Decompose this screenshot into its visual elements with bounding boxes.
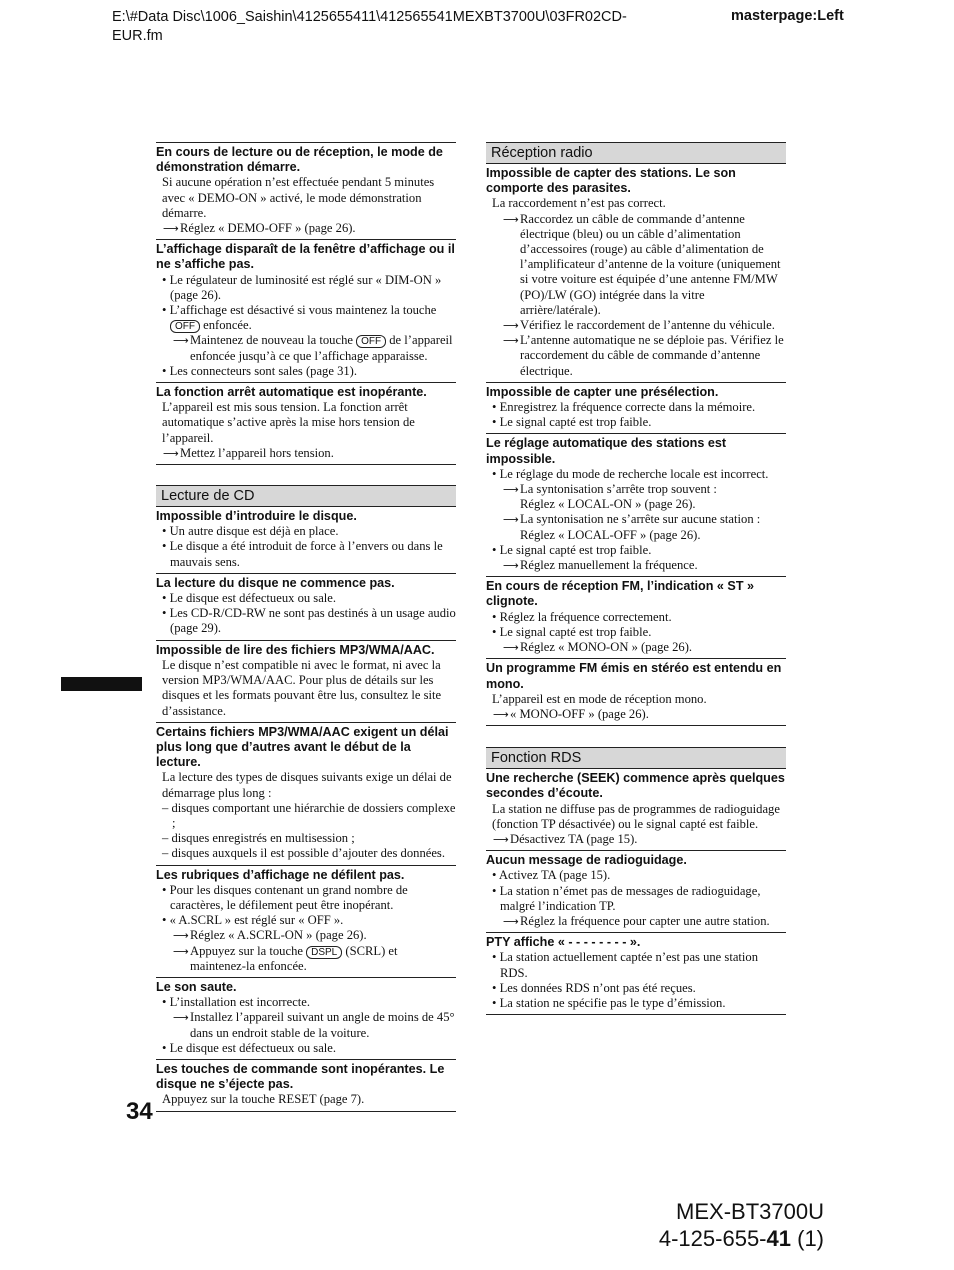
off-button-key-icon: OFF <box>170 320 200 333</box>
delay-entry <box>156 722 456 865</box>
bullet-item: • « A.SCRL » est réglé sur « OFF ». <box>162 913 344 928</box>
display-entry <box>156 239 456 382</box>
question: Impossible d’introduire le disque. <box>156 509 357 524</box>
right-arrow-icon: ⟶ <box>503 334 519 348</box>
bullet-item: • La station actuellement captée n’est pas une station RDS. <box>492 950 759 980</box>
section-tab-marker <box>61 677 142 691</box>
paragraph: L’appareil est en mode de réception mono. <box>492 691 707 706</box>
preset-entry <box>486 382 786 434</box>
solution: ⟶La syntonisation ne s’arrête sur aucune station : <box>503 512 761 527</box>
section-gap <box>156 464 456 485</box>
solution: ⟶Désactivez TA (page 15). <box>493 831 638 846</box>
question: La fonction arrêt automatique est inopérante. <box>156 385 427 400</box>
bullet-item: • Le réglage du mode de recherche locale est incorrect. <box>492 466 769 481</box>
bullet-item: • Le disque a été introduit de force à l’envers ou dans le mauvais sens. <box>162 539 443 569</box>
solution: ⟶Réglez « A.SCRL-ON » (page 26). <box>173 928 367 943</box>
question: PTY affiche « - - - - - - - - ». <box>486 935 641 950</box>
right-arrow-icon: ⟶ <box>503 914 519 928</box>
bullet-item: • Les connecteurs sont sales (page 31). <box>162 363 358 378</box>
solution: ⟶Réglez manuellement la fréquence. <box>503 558 698 573</box>
section-title-cd: Lecture de CD <box>156 485 456 507</box>
bullet-item: • Le disque est défectueux ou sale. <box>162 591 337 606</box>
right-arrow-icon: ⟶ <box>503 212 519 226</box>
dash-item: – disques comportant une hiérarchie de dossiers complexe ; <box>162 800 456 830</box>
solution: ⟶Raccordez un câble de commande d’antenne électrique (bleu) ou un câble d’alimentation d’accessoires (rouge) au câble d’alimentation de l’amplificateur d’antenne de la voiture (uniquement si votre voiture est équipée d’une antenne FM/MW (PO)/LW (GO) intégrée dans la vitre arrière/latérale). <box>503 211 781 317</box>
section-title-radio: Réception radio <box>486 142 786 164</box>
solution: ⟶Appuyez sur la touche DSPL (SCRL) et maintenez-la enfoncée. <box>173 943 398 973</box>
question: En cours de réception FM, l’indication « ST » clignote. <box>486 579 755 609</box>
bullet-item: • Le signal capté est trop faible. <box>492 542 652 557</box>
masterpage-label: masterpage:Left <box>731 8 844 24</box>
right-column <box>486 142 786 1015</box>
question: Certains fichiers MP3/WMA/AAC exigent un délai plus long que d’autres avant le début de la lecture. <box>156 724 449 770</box>
left-column <box>156 142 456 1112</box>
dspl-button-key-icon: DSPL <box>306 946 342 959</box>
bullet-item: • L’affichage est désactivé si vous maintenez la touche OFF enfoncée. <box>162 303 437 333</box>
solution: ⟶Installez l’appareil suivant un angle de moins de 45° dans un endroit stable de la voiture. <box>173 1010 455 1040</box>
page-number: 34 <box>126 1098 153 1125</box>
mono-entry <box>486 658 786 726</box>
model-number <box>659 1198 824 1252</box>
bullet-item: • La station ne spécifie pas le type d’émission. <box>492 995 726 1010</box>
question: Les rubriques d’affichage ne défilent pas. <box>156 867 405 882</box>
mp3-entry <box>156 640 456 722</box>
solution: ⟶« MONO-OFF » (page 26). <box>493 706 649 721</box>
question: En cours de lecture ou de réception, le mode de démonstration démarre. <box>156 145 443 175</box>
file-path: E:\#Data Disc\1006_Saishin\4125655411\412565541MEXBT3700U\03FR02CD-EUR.fm <box>112 9 627 44</box>
solution: ⟶Réglez « DEMO-OFF » (page 26). <box>163 221 356 236</box>
bullet-item: • La station n’émet pas de messages de radioguidage, malgré l’indication TP. <box>492 883 761 913</box>
bullet-item: • Le régulateur de luminosité est réglé sur « DIM-ON » (page 26). <box>162 272 442 302</box>
pty-entry <box>486 932 786 1015</box>
bullet-item: • Un autre disque est déjà en place. <box>162 524 339 539</box>
bullet-item: • Le disque est défectueux ou sale. <box>162 1040 337 1055</box>
right-arrow-icon: ⟶ <box>493 707 509 721</box>
paragraph: La station ne diffuse pas de programmes de radioguidage (fonction TP désactivée) ou le signal capté est faible. <box>492 801 780 831</box>
solution: ⟶Mettez l’appareil hors tension. <box>163 445 334 460</box>
dash-item: – disques enregistrés en multisession ; <box>162 831 355 846</box>
question: Impossible de lire des fichiers MP3/WMA/AAC. <box>156 642 435 657</box>
insert-entry <box>156 507 456 573</box>
seek-entry <box>486 769 786 850</box>
paragraph: Si aucune opération n’est effectuée pendant 5 minutes avec « DEMO-ON » activé, le mode démonstration démarre. <box>162 175 435 220</box>
right-arrow-icon: ⟶ <box>503 483 519 497</box>
bullet-item: • Le signal capté est trop faible. <box>492 624 652 639</box>
paragraph: La raccordement n’est pas correct. <box>492 196 666 211</box>
bullet-item: • Réglez la fréquence correctement. <box>492 609 672 624</box>
part-number: 4-125-655-41 (1) <box>658 1226 824 1251</box>
demo-entry <box>156 142 456 239</box>
solution: ⟶Maintenez de nouveau la touche OFF de l’appareil enfoncée jusqu’à ce que l’affichage apparaisse. <box>173 333 453 363</box>
bullet-item: • Pour les disques contenant un grand nombre de caractères, le défilement peut être inopérant. <box>162 882 408 912</box>
sub-instruction: Réglez « LOCAL-ON » (page 26). <box>520 497 696 512</box>
right-arrow-icon: ⟶ <box>503 641 519 655</box>
question: La lecture du disque ne commence pas. <box>156 575 395 590</box>
solution: ⟶L’antenne automatique ne se déploie pas. Vérifiez le raccordement du câble de commande d’antenne électrique. <box>503 333 784 378</box>
right-arrow-icon: ⟶ <box>173 929 189 943</box>
bullet-item: • Activez TA (page 15). <box>492 868 611 883</box>
scroll-entry <box>156 865 456 977</box>
right-arrow-icon: ⟶ <box>503 319 519 333</box>
solution: ⟶Vérifiez le raccordement de l’antenne du véhicule. <box>503 318 775 333</box>
question: L’affichage disparaît de la fenêtre d’affichage ou il ne s’affiche pas. <box>156 242 455 272</box>
paragraph: Appuyez sur la touche RESET (page 7). <box>162 1092 365 1107</box>
model-name: MEX-BT3700U <box>676 1199 824 1224</box>
bullet-item: • Enregistrez la fréquence correcte dans la mémoire. <box>492 400 756 415</box>
right-arrow-icon: ⟶ <box>173 1011 189 1025</box>
right-arrow-icon: ⟶ <box>493 832 509 846</box>
question: Les touches de commande sont inopérantes. Le disque ne s’éjecte pas. <box>156 1061 445 1092</box>
autooff-entry <box>156 382 456 464</box>
right-arrow-icon: ⟶ <box>173 334 189 348</box>
bullet-item: • Les données RDS n’ont pas été reçues. <box>492 980 696 995</box>
section-title-rds: Fonction RDS <box>486 747 786 769</box>
right-arrow-icon: ⟶ <box>503 513 519 527</box>
question: Le son saute. <box>156 979 237 994</box>
question: Impossible de capter une présélection. <box>486 384 719 399</box>
right-arrow-icon: ⟶ <box>163 446 179 460</box>
buttons-entry <box>156 1059 456 1112</box>
off-button-key-icon: OFF <box>356 335 386 348</box>
nostation-entry <box>486 164 786 382</box>
bullet-item: • L’installation est incorrecte. <box>162 995 311 1010</box>
skip-entry <box>156 977 456 1059</box>
question: Impossible de capter des stations. Le son comporte des parasites. <box>486 166 736 196</box>
paragraph: L’appareil est mis sous tension. La fonction arrêt automatique s’active après la mise hors tension de l’appareil. <box>162 400 415 445</box>
sub-instruction: Réglez « LOCAL-OFF » (page 26). <box>520 527 701 542</box>
solution: ⟶Réglez « MONO-ON » (page 26). <box>503 640 693 655</box>
traffic-entry <box>486 850 786 932</box>
bullet-item: • Les CD-R/CD-RW ne sont pas destinés à un usage audio (page 29). <box>162 606 456 636</box>
right-arrow-icon: ⟶ <box>173 944 189 958</box>
section-gap <box>486 726 786 747</box>
solution: ⟶Réglez la fréquence pour capter une autre station. <box>503 913 770 928</box>
noplay-entry <box>156 573 456 640</box>
bullet-item: • Le signal capté est trop faible. <box>492 415 652 430</box>
st-entry <box>486 576 786 658</box>
question: Le réglage automatique des stations est impossible. <box>486 436 727 466</box>
right-arrow-icon: ⟶ <box>163 222 179 236</box>
paragraph: Le disque n’est compatible ni avec le format, ni avec la version MP3/WMA/AAC. Pour plus de détails sur les disques et les formats pouvant être lus, consultez le site d’assistance. <box>162 657 442 718</box>
paragraph: La lecture des types de disques suivants exige un délai de démarrage plus long : <box>162 770 452 800</box>
question: Une recherche (SEEK) commence après quelques secondes d’écoute. <box>486 771 785 801</box>
right-arrow-icon: ⟶ <box>503 559 519 573</box>
question: Aucun message de radioguidage. <box>486 853 687 868</box>
autotune-entry <box>486 433 786 576</box>
solution: ⟶La syntonisation s’arrête trop souvent : <box>503 482 717 497</box>
question: Un programme FM émis en stéréo est entendu en mono. <box>486 661 782 691</box>
dash-item: – disques auxquels il est possible d’ajouter des données. <box>162 846 445 861</box>
